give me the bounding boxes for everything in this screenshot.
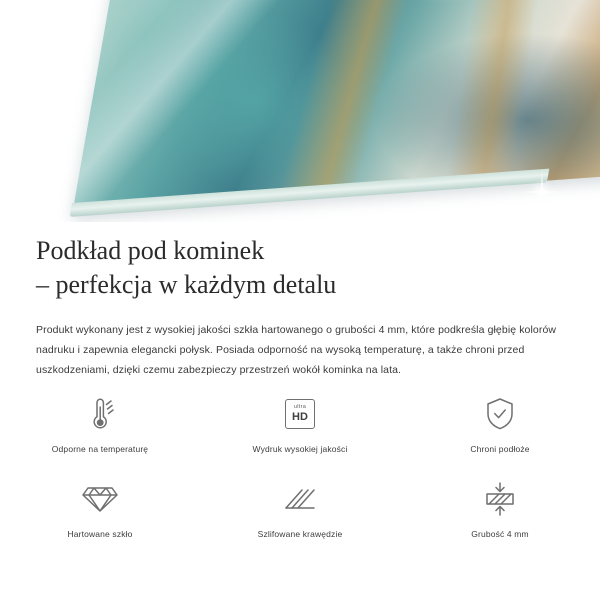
- ultra-hd-badge-bottom: HD: [292, 410, 308, 423]
- sparkle-icon-small: [556, 196, 582, 222]
- shield-check-icon: [483, 392, 517, 436]
- feature-grid: [0, 392, 600, 554]
- hero-image: [0, 0, 600, 222]
- feature-label: Wydruk wysokiej jakości: [252, 444, 348, 454]
- feature-item-thickness: [400, 477, 600, 554]
- feature-label: Odporne na temperaturę: [51, 444, 149, 454]
- thermometer-icon: [83, 392, 117, 436]
- feature-label: Szlifowane krawędzie: [257, 529, 343, 539]
- thickness-arrows-icon: [481, 477, 519, 521]
- ultra-hd-badge-top: ultra: [293, 404, 307, 411]
- feature-label: Hartowane szkło: [67, 529, 133, 539]
- headline-line-1: Podkład pod kominek: [36, 236, 265, 265]
- feature-item-polished-edges: [200, 477, 400, 554]
- feature-label: Grubość 4 mm: [471, 529, 529, 539]
- feature-item-surface-protection: [400, 392, 600, 469]
- polished-edge-icon: [282, 477, 318, 521]
- description-paragraph: Produkt wykonany jest z wysokiej jakości szkła hartowanego o grubości 4 mm, które podkreśla głębię kolorów nadruku i zapewnia elegancki połysk. Posiada odporność na wysoką temperaturę, a także chroni przed uszkodzeniami, dzięki czemu zabezpieczy przestrzeń wokół kominka na lata.: [36, 324, 557, 376]
- feature-item-temperature: [0, 392, 200, 469]
- page-title: [0, 222, 600, 302]
- ultra-hd-icon: [285, 392, 315, 436]
- feature-item-tempered-glass: [0, 477, 200, 554]
- text-content: [0, 222, 600, 380]
- feature-item-print-quality: [200, 392, 400, 469]
- diamond-icon: [81, 477, 119, 521]
- feature-label: Chroni podłoże: [470, 444, 530, 454]
- headline-line-2: – perfekcja w każdym detalu: [36, 270, 337, 299]
